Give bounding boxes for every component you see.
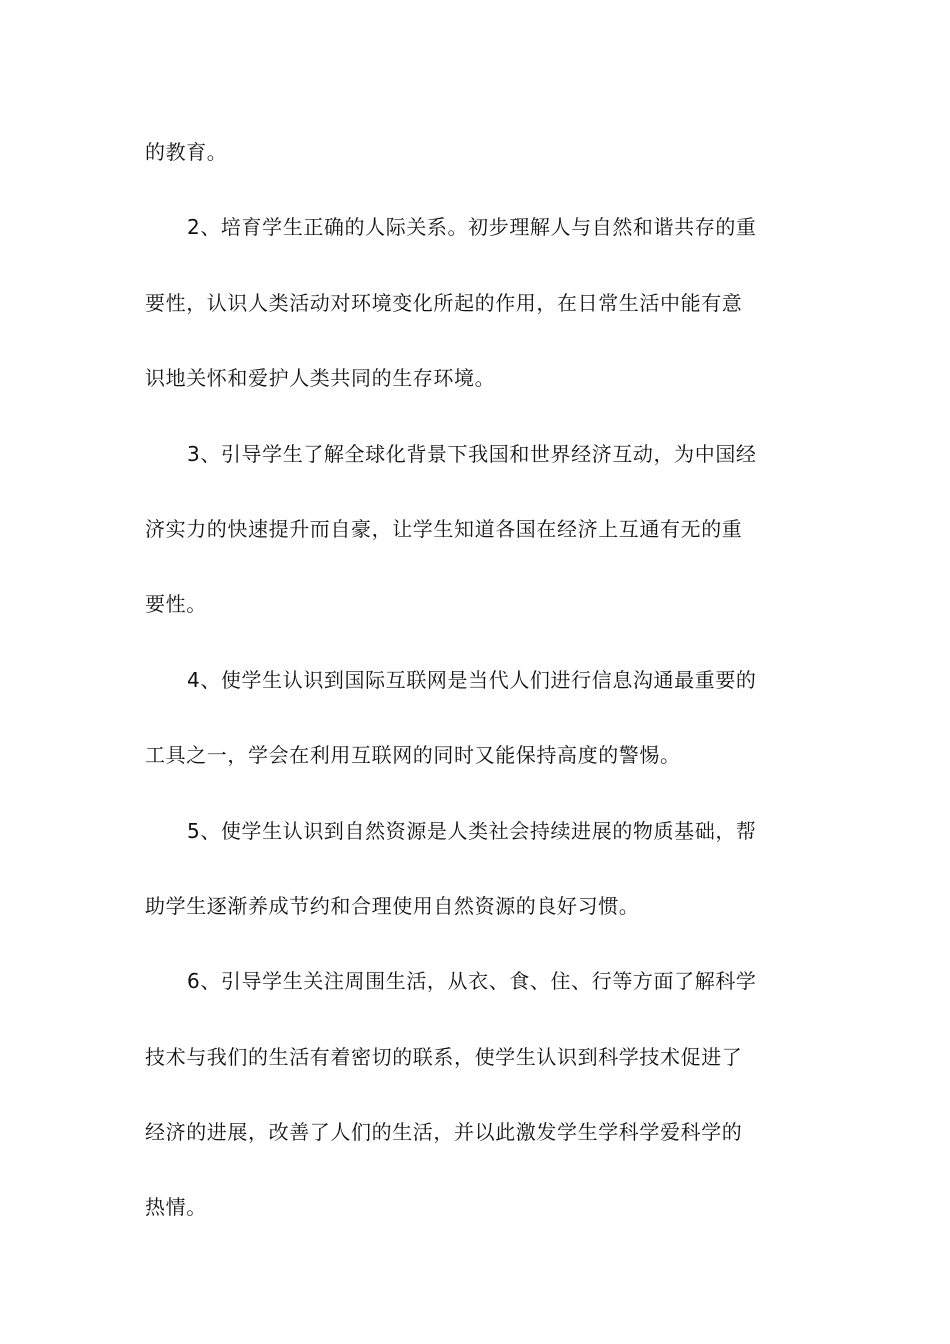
text-line: 的教育。	[145, 140, 228, 164]
text-line: 要性。	[145, 592, 207, 617]
text-line: 2、培育学生正确的人际关系。初步理解人与自然和谐共存的重	[187, 215, 757, 240]
text-line: 要性，认识人类活动对环境变化所起的作用，在日常生活中能有意	[145, 290, 743, 315]
text-line: 助学生逐渐养成节约和合理使用自然资源的良好习惯。	[145, 893, 640, 918]
text-line: 3、引导学生了解全球化背景下我国和世界经济互动，为中国经	[187, 441, 757, 466]
text-line: 6、引导学生关注周围生活，从衣、食、住、行等方面了解科学	[187, 969, 757, 994]
text-line: 经济的进展，改善了人们的生活，并以此激发学生学科学爱科学的	[145, 1120, 743, 1145]
text-line: 济实力的快速提升而自豪，让学生知道各国在经济上互通有无的重	[145, 516, 743, 541]
body-text	[145, 124, 805, 1255]
text-line: 4、使学生认识到国际互联网是当代人们进行信息沟通最重要的	[187, 667, 757, 692]
text-line: 工具之一，学会在利用互联网的同时又能保持高度的警惕。	[145, 743, 681, 768]
text-line: 热情。	[145, 1195, 207, 1220]
text-line: 5、使学生认识到自然资源是人类社会持续进展的物质基础，帮	[187, 818, 757, 843]
text-line: 识地关怀和爱护人类共同的生存环境。	[145, 366, 496, 391]
text-line: 技术与我们的生活有着密切的联系，使学生认识到科学技术促进了	[145, 1044, 743, 1069]
